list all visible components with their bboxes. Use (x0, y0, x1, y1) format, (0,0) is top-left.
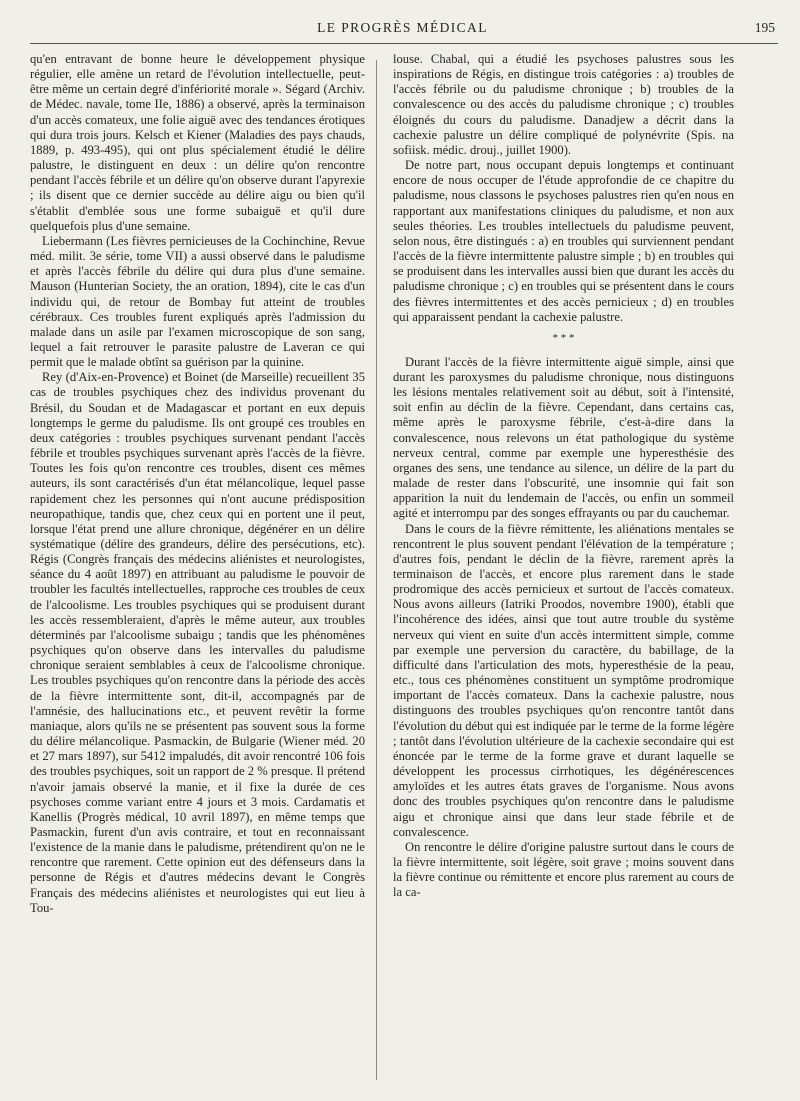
right-column (393, 52, 734, 900)
left-column (30, 52, 365, 916)
paragraph: Dans le cours de la fièvre rémittente, les aliénations mentales se rencontrent le plus souvent pendant l'élévation de la température ; d'autres fois, pendant le déclin de la fièvre, rarement après la terminaison de l'accès, et encore plus rarement dans le stade prodromique des accès pernicieux et surtout de l'accès comateux. Nous avons ailleurs (Iatriki Proodos, novembre 1900), établi que l'incohérence des idées, ainsi que tout autre trouble du système nerveux qui vient en suite d'un accès intermittent simple, comme par exemple une perversion du caractère, du babillage, de la difficulté dans l'articulation des mots, hyperesthésie de la peau, etc., tous ces phénomènes constituent un symptôme prodromique important de l'accès comateux. Dans la cachexie palustre, nous distinguons des troubles psychiques qu'on rencontre tantôt dans l'évolution du début qui est indiquée par le terme de la forme légère ; tantôt dans l'évolution ultérieure de la cachexie secondaire qui est énoncée par le terme de la forme grave et durant laquelle se développent les processus cirrhotiques, les dégénérescences amyloïdes et les autres états graves de l'organisme. Nous avons donc des troubles psychiques qu'on rencontre dans le paludisme aigu et chronique ainsi que dans leur stade fébrile et de convalescence. (393, 521, 734, 839)
column-divider (376, 60, 377, 1080)
section-separator: * * * (552, 331, 575, 344)
page-number: 195 (754, 20, 775, 35)
paragraph: qu'en entravant de bonne heure le développement physique régulier, elle amène un retard de l'évolution intellectuelle, peut-être même un certain degré d'infériorité morale ». Ségard (Archiv. de Médec. navale, tome IIe, 1886) a observé, après la terminaison d'un accès comateux, une folie aiguë avec des tendances érotiques qui dura trois jours. Kelsch et Kiener (Maladies des pays chauds, 1889, p. 493-495), qui ont plus spécialement étudié le délire palustre, le distinguent en deux : un délire qu'on rencontre pendant l'accès fébrile et un délire qu'on observe durant l'apyrexie ; ils disent que ce dernier succède au délire aigu ou bien qu'il s'établit d'emblée sous une forme subaiguë et qu'il dure quelquefois plus d'une semaine. (30, 52, 365, 233)
paragraph: Rey (d'Aix-en-Provence) et Boinet (de Marseille) recueillent 35 cas de troubles psychiques chez des individus provenant du Brésil, du Soudan et de Madagascar et portant en eux depuis longtemps le germe du paludisme. Ils ont groupé ces troubles en deux catégories : troubles psychiques survenant pendant l'accès fébrile et troubles psychiques survenant après l'accès de la fièvre. Toutes les fois qu'on rencontre ces troubles, disent ces mêmes auteurs, ils sont caractérisés d'un état mélancolique, lequel passe rapidement chez les personnes qui n'ont aucune prédisposition neuropathique, tandis que, chez ceux qui en portent une il peut, lorsque l'état prend une allure chronique, dégénérer en un délire systématique (délire des grandeurs, délire des persécutions, etc). Régis (Congrès français des médecins aliénistes et neurologistes, séance du 4 août 1897) en attribuant au paludisme le pouvoir de troubler les facultés intellectuelles, rapproche ces troubles de ceux de l'alcoolisme. Les troubles psychiques qui se produisent durant les accès ressembleraient, d'après le même auteur, aux troubles déterminés par l'alcoolisme subaigu ; tandis que les phénomènes psychiques qu'on observe dans les intervalles du paludisme chronique seraient semblables à ceux de l'alcoolisme chronique. Les troubles psychiques qu'on rencontre dans la période des accès de la fièvre intermittente sont, dit-il, accompagnés par de l'amnésie, des hallucinations etc., et peuvent revêtir la forme maniaque, alors qu'ils ne se présentent pas souvent sous la forme du délire mélancolique. Pasmackin, de Bulgarie (Wiener méd. 20 et 27 mars 1897), sur 5412 impaludés, dit avoir rencontré 106 fois des troubles psychiques, soit un rapport de 2 % presque. Il prétend n'avoir jamais observé la manie, et il fixe la durée de ces psychoses comme variant entre 4 jours et 3 mois. Cardamatis et Kanellis (Progrès médical, 10 avril 1897), en même temps que Pasmackin, furent d'un avis contraire, et tout en reconnaissant l'existence de la manie dans le paludisme, prétendirent qu'on ne le rencontre que rarement. Cette opinion eut des défenseurs dans la personne de Régis et d'autres médecins devant le Congrès Français des médecins aliénistes et neurologistes qui eut lieu à Tou- (30, 370, 365, 915)
header-rule (30, 43, 778, 44)
running-title: LE PROGRÈS MÉDICAL (317, 20, 488, 35)
page-header (30, 20, 775, 42)
paragraph: On rencontre le délire d'origine palustre surtout dans le cours de la fièvre intermittente, soit légère, soit grave ; moins souvent dans la fièvre continue ou rémittente et encore plus rarement au cours de la ca- (393, 839, 734, 900)
paragraph: Durant l'accès de la fièvre intermittente aiguë simple, ainsi que durant les paroxysmes du paludisme chronique, nous distinguons les lésions mentales relativement soit au début, soit à l'intensité, soit enfin au déclin de la fièvre. Cependant, dans certains cas, même après le paroxysme fébrile, c'est-à-dire dans la convalescence, nous relevons un état pathologique du système nerveux central, comme par exemple une hyperesthésie des organes des sens, une tendance au silence, un délire de la part du malade de rester dans l'obscurité, une insomnie qui fait son apparition la nuit du lendemain de l'accès, ou enfin un sommeil agité et interrompu par des songes effrayants ou par du cauchemar. (393, 354, 734, 521)
paragraph: louse. Chabal, qui a étudié les psychoses palustres sous les inspirations de Régis, en distingue trois catégories : a) troubles de l'accès fébrile ou du paludisme chronique ; b) troubles de la convalescence ou des accès du paludisme chronique ; c) troubles éloignés du cours du paludisme. Danadjew a décrit dans la cachexie palustre un délire compliqué de polynévrite (Spis. na sofiisk. médic. drouj., juillet 1900). (393, 52, 734, 157)
paragraph: De notre part, nous occupant depuis longtemps et continuant encore de nous occuper de l'étude approfondie de ce chapitre du paludisme, nous classons le psychoses palustres rien qu'en nous en rapportant aux manifestations cliniques du paludisme, et non aux seules théories. Les troubles intellectuels du paludisme peuvent, selon nous, être distingués : a) en troubles qui surviennent pendant l'accès de la fièvre intermittente palustre simple ; b) en troubles qui se produisent dans les intervalles aussi bien que durant les accès du paludisme chronique ; c) en troubles qui se présentent dans le cours des fièvres intermittentes et des accès pernicieux ; d) en troubles qui apparaissent pendant la cachexie palustre. (393, 158, 734, 324)
paragraph: Liebermann (Les fièvres pernicieuses de la Cochinchine, Revue méd. milit. 3e série, tome VII) a aussi observé dans le paludisme et après l'accès fébrile du délire qui dura plus d'une semaine. Mauson (Hunterian Society, the an oration, 1894), cite le cas d'un individu qui, de retour de Bombay fut atteint de troubles cérébraux. Ces troubles furent expliqués après l'admission du malade dans un asile par l'examen microscopique de son sang, lequel a fait retrouver le parasite palustre de Laveran ce qui permit que le malade obtînt sa guérison par la quinine. (30, 233, 365, 370)
